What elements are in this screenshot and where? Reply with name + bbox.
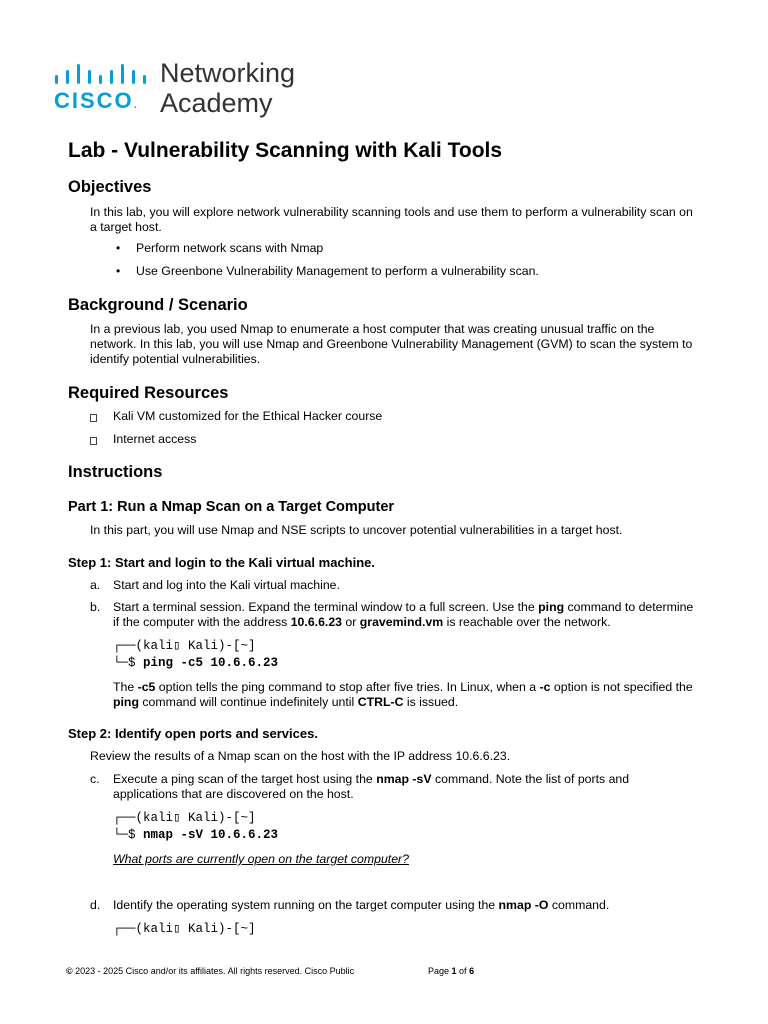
objective-item: Use Greenbone Vulnerability Management to perform a vulnerability scan. bbox=[136, 264, 539, 278]
cisco-bars-icon bbox=[54, 62, 150, 88]
footer-copyright: © 2023 - 2025 Cisco and/or its affiliates. All rights reserved. Cisco Public bbox=[66, 966, 355, 976]
checkbox-bullet-icon bbox=[90, 437, 97, 445]
step1-b-text: Start a terminal session. Expand the terminal window to a full screen. Use the ping command to determine if the computer with the address 10.6.6.23 or gravemind.vm is reachable over the network. bbox=[113, 600, 694, 629]
list-label: a. bbox=[90, 578, 101, 592]
list-label: b. bbox=[90, 600, 101, 614]
checkbox-bullet-icon bbox=[90, 414, 97, 422]
objectives-heading: Objectives bbox=[68, 178, 152, 196]
resource-item: Internet access bbox=[113, 432, 197, 446]
background-text: In a previous lab, you used Nmap to enumerate a host computer that was creating unusual traffic on the network. In this lab, you will use Nmap and Greenbone Vulnerability Management (GVM) to scan the system to identify potential vulnerabilities. bbox=[90, 322, 693, 366]
objectives-intro: In this lab, you will explore network vulnerability scanning tools and use them to perform a vulnerability scan on a target host. bbox=[90, 205, 693, 234]
bullet-dot-icon: • bbox=[116, 241, 121, 255]
cisco-networking-academy-logo bbox=[54, 58, 314, 118]
footer-page-number: Page 1 of 6 bbox=[428, 966, 475, 976]
page-title: Lab - Vulnerability Scanning with Kali Tools bbox=[68, 139, 503, 162]
terminal-command: └─$ ping -c5 10.6.6.23 bbox=[113, 656, 279, 670]
instructions-heading: Instructions bbox=[68, 463, 163, 481]
bullet-dot-icon: • bbox=[116, 264, 121, 278]
step1-a-text: Start and log into the Kali virtual machine. bbox=[113, 578, 340, 592]
background-heading: Background / Scenario bbox=[68, 296, 248, 314]
question-text: What ports are currently open on the target computer? bbox=[113, 852, 409, 866]
list-label: c. bbox=[90, 772, 100, 786]
part1-heading: Part 1: Run a Nmap Scan on a Target Computer bbox=[68, 499, 395, 515]
objective-item: Perform network scans with Nmap bbox=[136, 241, 324, 255]
step2-intro: Review the results of a Nmap scan on the host with the IP address 10.6.6.23. bbox=[90, 749, 511, 763]
resources-heading: Required Resources bbox=[68, 384, 229, 402]
terminal-prompt: ┌──(kali▯ Kali)-[~] bbox=[113, 639, 256, 653]
step1-heading: Step 1: Start and login to the Kali virtual machine. bbox=[68, 555, 375, 570]
step1-note: The -c5 option tells the ping command to stop after five tries. In Linux, when a -c option is not specified the ping command will continue indefinitely until CTRL-C is issued. bbox=[113, 680, 693, 709]
resource-item: Kali VM customized for the Ethical Hacker course bbox=[113, 409, 383, 423]
step2-heading: Step 2: Identify open ports and services. bbox=[68, 726, 318, 741]
part1-intro: In this part, you will use Nmap and NSE scripts to uncover potential vulnerabilities in a target host. bbox=[90, 523, 623, 537]
logo-academy: Academy bbox=[160, 88, 273, 118]
step2-d-text: Identify the operating system running on the target computer using the nmap -O command. bbox=[113, 898, 610, 912]
list-label: d. bbox=[90, 898, 101, 912]
terminal-prompt: ┌──(kali▯ Kali)-[~] bbox=[113, 922, 256, 936]
logo-networking: Networking bbox=[160, 58, 296, 88]
terminal-prompt: ┌──(kali▯ Kali)-[~] bbox=[113, 811, 256, 825]
step2-c-text: Execute a ping scan of the target host using the nmap -sV command. Note the list of ports and applications that are discovered on the host. bbox=[113, 772, 630, 801]
terminal-command: └─$ nmap -sV 10.6.6.23 bbox=[113, 828, 279, 842]
cisco-wordmark: CISCO. bbox=[54, 88, 137, 113]
